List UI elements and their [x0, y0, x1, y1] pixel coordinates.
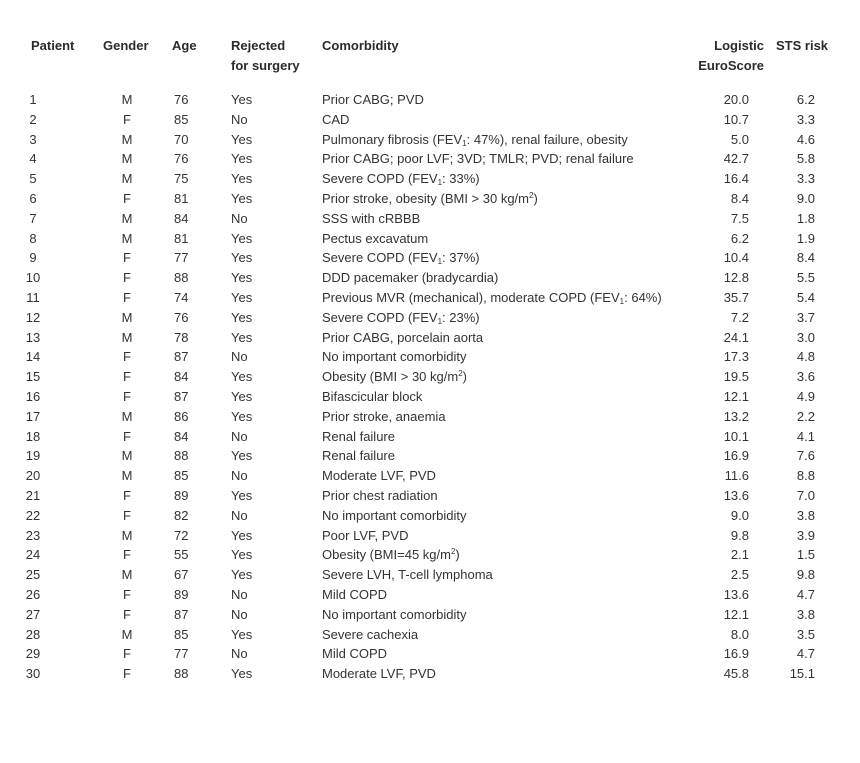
cell-gender: F: [123, 289, 131, 305]
cell-age: 70: [174, 131, 189, 147]
table-row: [0, 486, 860, 506]
cell-sts-risk: 1.9: [796, 230, 815, 246]
cell-sts-risk: 7.6: [796, 448, 815, 464]
table-row: [0, 644, 860, 664]
cell-sts-risk: 3.6: [796, 369, 815, 385]
cell-age: 85: [174, 468, 189, 484]
table-row: [0, 367, 860, 387]
table-row: [0, 605, 860, 625]
cell-comorbidity: Mild COPD: [322, 646, 388, 662]
cell-gender: M: [121, 151, 133, 167]
cell-rejected: Yes: [231, 666, 253, 682]
cell-age: 76: [174, 151, 189, 167]
cell-sts-risk: 6.2: [796, 92, 815, 107]
table-row: [0, 308, 860, 328]
cell-patient: 19: [25, 448, 41, 464]
cell-euroscore: 42.7: [723, 151, 749, 167]
cell-patient: 15: [25, 369, 41, 385]
cell-comorbidity: Bifascicular block: [322, 388, 423, 404]
cell-comorbidity: No important comorbidity: [322, 606, 467, 622]
cell-rejected: Yes: [231, 250, 253, 266]
cell-patient: 5: [29, 171, 37, 187]
cell-gender: F: [123, 507, 131, 523]
cell-comorbidity: Severe cachexia: [322, 626, 419, 642]
cell-comorbidity: Prior stroke, anaemia: [322, 408, 446, 424]
table-row: [0, 625, 860, 645]
cell-euroscore: 10.7: [723, 111, 749, 127]
cell-rejected: Yes: [231, 527, 253, 543]
cell-euroscore: 5.0: [730, 131, 749, 147]
cell-patient: 7: [29, 210, 37, 226]
cell-comorbidity: Prior stroke, obesity (BMI > 30 $kg/m^2$): [322, 190, 538, 206]
cell-patient: 13: [25, 329, 41, 345]
cell-sts-risk: 3.0: [796, 329, 815, 345]
cell-euroscore: 10.4: [723, 250, 749, 266]
cell-patient: 29: [25, 646, 41, 662]
cell-gender: F: [123, 606, 131, 622]
table-row: [0, 268, 860, 288]
cell-rejected: Yes: [231, 408, 253, 424]
cell-rejected: Yes: [231, 309, 253, 325]
table-row: [0, 526, 860, 546]
cell-gender: M: [121, 527, 133, 543]
cell-rejected: No: [231, 606, 248, 622]
cell-gender: F: [123, 646, 131, 662]
cell-rejected: Yes: [231, 131, 253, 147]
cell-euroscore: 11.6: [724, 468, 749, 484]
cell-euroscore: 12.1: [723, 388, 749, 404]
cell-sts-risk: 5.4: [796, 289, 815, 305]
cell-age: 85: [174, 111, 189, 127]
cell-comorbidity: No important comorbidity: [322, 507, 467, 523]
cell-euroscore: 13.2: [723, 408, 749, 424]
table-row: [0, 189, 860, 209]
cell-age: 77: [174, 250, 189, 266]
cell-euroscore: 19.5: [723, 369, 749, 385]
cell-rejected: No: [231, 210, 248, 226]
table-row: [0, 209, 860, 229]
cell-comorbidity: Renal failure: [322, 448, 395, 464]
table-body: [0, 90, 860, 684]
cell-sts-risk: 1.8: [796, 210, 815, 226]
cell-rejected: No: [231, 507, 248, 523]
cell-rejected: No: [231, 111, 248, 127]
cell-gender: F: [123, 369, 131, 385]
cell-gender: M: [121, 92, 133, 107]
cell-patient: 27: [25, 606, 41, 622]
header-age: [172, 36, 197, 56]
header-gender-label: Gender: [103, 38, 149, 53]
cell-rejected: No: [231, 428, 248, 444]
table-row: [0, 446, 860, 466]
cell-rejected: Yes: [231, 369, 253, 385]
cell-comorbidity: Pectus excavatum: [322, 230, 429, 246]
cell-gender: M: [121, 468, 133, 484]
header-sts-label: STS risk: [776, 38, 829, 53]
table-row: [0, 545, 860, 565]
cell-gender: F: [123, 270, 131, 286]
cell-comorbidity: Severe LVH, T-cell lymphoma: [322, 567, 493, 583]
cell-rejected: Yes: [231, 92, 253, 107]
cell-euroscore: 35.7: [723, 289, 749, 305]
cell-patient: 8: [29, 230, 37, 246]
cell-sts-risk: 4.9: [796, 388, 815, 404]
cell-patient: 30: [25, 666, 41, 682]
cell-rejected: No: [231, 586, 248, 602]
cell-euroscore: 20.0: [723, 92, 749, 107]
cell-comorbidity: Obesity (BMI > 30 $kg/m^2$): [322, 369, 467, 385]
cell-euroscore: 12.1: [723, 606, 749, 622]
cell-rejected: Yes: [231, 270, 253, 286]
cell-gender: F: [123, 666, 131, 682]
cell-age: 78: [174, 329, 189, 345]
table-row: [0, 427, 860, 447]
cell-gender: M: [121, 210, 133, 226]
cell-euroscore: 17.3: [723, 349, 749, 365]
table-row: [0, 466, 860, 486]
cell-patient: 16: [25, 388, 41, 404]
cell-age: 76: [174, 92, 189, 107]
table-row: [0, 347, 860, 367]
header-gender: [103, 36, 149, 56]
cell-gender: F: [123, 487, 131, 503]
cell-comorbidity: SSS with cRBBB: [322, 210, 421, 226]
cell-sts-risk: 4.6: [796, 131, 815, 147]
cell-sts-risk: 8.8: [796, 468, 815, 484]
header-comorbidity-label: Comorbidity: [322, 38, 399, 53]
cell-gender: F: [123, 388, 131, 404]
cell-sts-risk: 5.5: [796, 270, 815, 286]
cell-sts-risk: 4.7: [796, 646, 815, 662]
cell-euroscore: 8.4: [730, 190, 749, 206]
cell-euroscore: 7.2: [730, 309, 749, 325]
cell-age: 87: [174, 606, 189, 622]
cell-rejected: No: [231, 646, 248, 662]
header-patient: [31, 36, 74, 56]
cell-sts-risk: 3.3: [796, 171, 815, 187]
table-row: [0, 288, 860, 308]
cell-sts-risk: 4.8: [796, 349, 815, 365]
cell-comorbidity: Severe COPD ($FEV_1$: 33%): [322, 171, 480, 188]
table-row: [0, 407, 860, 427]
cell-patient: 4: [29, 151, 37, 167]
cell-patient: 23: [25, 527, 41, 543]
cell-comorbidity: Severe COPD ($FEV_1$: 37%): [322, 250, 480, 267]
header-sts: [776, 36, 828, 56]
cell-rejected: No: [231, 468, 248, 484]
cell-comorbidity: Poor LVF, PVD: [322, 527, 409, 543]
cell-age: 84: [174, 369, 189, 385]
cell-gender: M: [121, 131, 133, 147]
cell-patient: 24: [25, 547, 41, 563]
cell-age: 84: [174, 428, 189, 444]
cell-sts-risk: 3.9: [796, 527, 815, 543]
cell-patient: 25: [25, 567, 41, 583]
table-row: [0, 664, 860, 684]
table-row: [0, 387, 860, 407]
cell-age: 84: [174, 210, 189, 226]
cell-comorbidity: Previous MVR (mechanical), moderate COPD ($FEV_1$: 64%): [322, 289, 662, 306]
cell-euroscore: 16.4: [723, 171, 749, 187]
cell-comorbidity: DDD pacemaker (bradycardia): [322, 270, 499, 286]
cell-rejected: Yes: [231, 230, 253, 246]
cell-patient: 12: [25, 309, 41, 325]
cell-gender: M: [121, 230, 133, 246]
cell-age: 75: [174, 171, 189, 187]
table-row: [0, 585, 860, 605]
cell-gender: M: [121, 171, 133, 187]
cell-gender: M: [121, 567, 133, 583]
cell-euroscore: 2.1: [730, 547, 749, 563]
cell-patient: 20: [25, 468, 41, 484]
cell-comorbidity: Prior CABG; poor LVF; 3VD; TMLR; PVD; renal failure: [322, 151, 634, 167]
cell-gender: M: [121, 329, 133, 345]
cell-patient: 26: [25, 586, 41, 602]
cell-euroscore: 8.0: [730, 626, 749, 642]
header-euroscore-line2: EuroScore: [698, 58, 764, 73]
cell-comorbidity: CAD: [322, 111, 350, 127]
cell-euroscore: 16.9: [723, 646, 749, 662]
cell-euroscore: 2.5: [730, 567, 749, 583]
cell-gender: M: [121, 408, 133, 424]
table-row: [0, 328, 860, 348]
cell-comorbidity: Pulmonary fibrosis ($FEV_1$: 47%), renal failure, obesity: [322, 131, 628, 148]
cell-patient: 1: [29, 92, 37, 107]
cell-age: 88: [174, 448, 189, 464]
cell-euroscore: 7.5: [730, 210, 749, 226]
cell-age: 76: [174, 309, 189, 325]
header-euroscore-line1: Logistic: [714, 38, 764, 53]
cell-age: 77: [174, 646, 189, 662]
header-rejected-line1: Rejected: [231, 38, 286, 53]
cell-patient: 3: [29, 131, 37, 147]
table-row: [0, 248, 860, 268]
cell-euroscore: 9.8: [730, 527, 749, 543]
cell-age: 88: [174, 270, 189, 286]
cell-gender: F: [123, 349, 131, 365]
table-row: [0, 110, 860, 130]
cell-comorbidity: Obesity (BMI=45 $kg/m^2$): [322, 547, 460, 563]
cell-patient: 2: [29, 111, 37, 127]
cell-age: 81: [174, 230, 189, 246]
cell-rejected: Yes: [231, 567, 253, 583]
cell-age: 74: [174, 289, 189, 305]
cell-comorbidity: Prior chest radiation: [322, 487, 438, 503]
cell-euroscore: 13.6: [723, 487, 749, 503]
cell-comorbidity: Mild COPD: [322, 586, 388, 602]
cell-patient: 14: [25, 349, 41, 365]
cell-patient: 9: [29, 250, 37, 266]
cell-comorbidity: Prior CABG; PVD: [322, 92, 424, 107]
table-row: [0, 565, 860, 585]
cell-age: 89: [174, 586, 189, 602]
cell-age: 72: [174, 527, 189, 543]
cell-patient: 22: [25, 507, 41, 523]
cell-gender: M: [121, 626, 133, 642]
cell-rejected: Yes: [231, 487, 253, 503]
cell-age: 86: [174, 408, 189, 424]
cell-gender: F: [123, 190, 131, 206]
header-comorbidity: [322, 36, 399, 56]
cell-age: 87: [174, 388, 189, 404]
cell-rejected: Yes: [231, 151, 253, 167]
cell-age: 55: [174, 547, 189, 563]
cell-age: 85: [174, 626, 189, 642]
cell-sts-risk: 9.0: [796, 190, 815, 206]
cell-euroscore: 12.8: [723, 270, 749, 286]
cell-gender: F: [123, 111, 131, 127]
header-patient-label: Patient: [31, 38, 75, 53]
table-row: [0, 169, 860, 189]
cell-sts-risk: 4.1: [796, 428, 815, 444]
cell-euroscore: 45.8: [723, 666, 749, 682]
cell-rejected: Yes: [231, 171, 253, 187]
cell-age: 81: [174, 190, 189, 206]
header-euroscore: [696, 36, 764, 76]
cell-gender: M: [121, 448, 133, 464]
cell-rejected: No: [231, 349, 248, 365]
cell-patient: 21: [25, 487, 41, 503]
cell-rejected: Yes: [231, 547, 253, 563]
cell-age: 82: [174, 507, 189, 523]
cell-comorbidity: Renal failure: [322, 428, 395, 444]
cell-sts-risk: 15.1: [789, 666, 815, 682]
cell-rejected: Yes: [231, 448, 253, 464]
cell-patient: 11: [26, 289, 40, 305]
cell-patient: 6: [29, 190, 37, 206]
table-row: [0, 130, 860, 150]
cell-sts-risk: 5.8: [796, 151, 815, 167]
cell-comorbidity: No important comorbidity: [322, 349, 467, 365]
cell-rejected: Yes: [231, 329, 253, 345]
cell-patient: 10: [25, 270, 41, 286]
cell-comorbidity: Moderate LVF, PVD: [322, 666, 436, 682]
cell-rejected: Yes: [231, 289, 253, 305]
cell-sts-risk: 4.7: [796, 586, 815, 602]
cell-sts-risk: 3.8: [796, 507, 815, 523]
cell-sts-risk: 1.5: [796, 547, 815, 563]
cell-euroscore: 10.1: [723, 428, 749, 444]
cell-gender: F: [123, 428, 131, 444]
cell-patient: 17: [25, 408, 41, 424]
cell-patient: 18: [25, 428, 41, 444]
header-rejected-line2: for surgery: [231, 58, 300, 73]
cell-sts-risk: 8.4: [796, 250, 815, 266]
cell-euroscore: 16.9: [723, 448, 749, 464]
cell-comorbidity: Severe COPD ($FEV_1$: 23%): [322, 309, 480, 326]
cell-age: 87: [174, 349, 189, 365]
cell-rejected: Yes: [231, 388, 253, 404]
cell-patient: 28: [25, 626, 41, 642]
cell-euroscore: 9.0: [730, 507, 749, 523]
cell-sts-risk: 3.5: [796, 626, 815, 642]
cell-comorbidity: Prior CABG, porcelain aorta: [322, 329, 484, 345]
cell-sts-risk: 3.7: [796, 309, 815, 325]
cell-sts-risk: 2.2: [796, 408, 815, 424]
table-row: [0, 229, 860, 249]
table-row: [0, 149, 860, 169]
cell-sts-risk: 9.8: [796, 567, 815, 583]
cell-gender: F: [123, 250, 131, 266]
cell-gender: M: [121, 309, 133, 325]
cell-comorbidity: Moderate LVF, PVD: [322, 468, 436, 484]
cell-gender: F: [123, 547, 131, 563]
header-age-label: Age: [172, 38, 197, 53]
cell-rejected: Yes: [231, 626, 253, 642]
table-row: [0, 506, 860, 526]
cell-euroscore: 24.1: [723, 329, 749, 345]
cell-sts-risk: 7.0: [796, 487, 815, 503]
cell-age: 88: [174, 666, 189, 682]
cell-age: 89: [174, 487, 189, 503]
cell-euroscore: 6.2: [730, 230, 749, 246]
cell-sts-risk: 3.8: [796, 606, 815, 622]
cell-euroscore: 13.6: [723, 586, 749, 602]
cell-gender: F: [123, 586, 131, 602]
cell-sts-risk: 3.3: [796, 111, 815, 127]
table-row: [0, 90, 860, 110]
header-rejected: [231, 36, 300, 76]
cell-rejected: Yes: [231, 190, 253, 206]
cell-age: 67: [174, 567, 189, 583]
